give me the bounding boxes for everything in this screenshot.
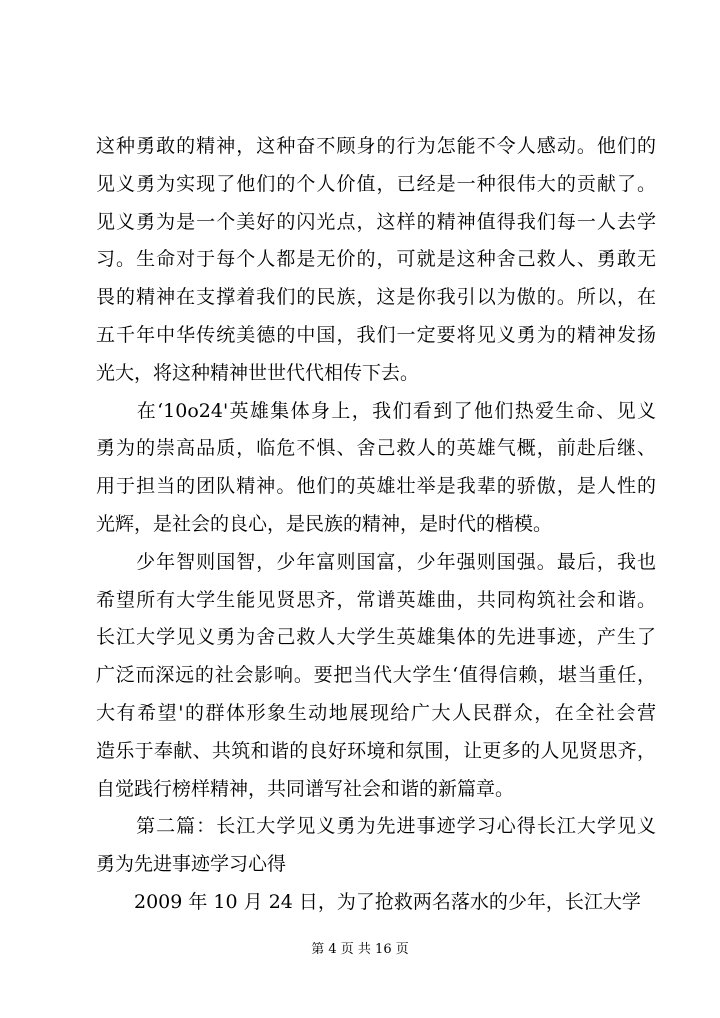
body-text [96, 128, 656, 922]
section-heading-line: 勇为先进事迹学习心得 [96, 853, 287, 876]
text-line: 长江大学见义勇为舍己救人大学生英雄集体的先进事迹，产生了 [96, 626, 656, 649]
text-line: 在‘10o24'英雄集体身上，我们看到了他们热爱生命、见义 [96, 399, 656, 422]
text-line: 广泛而深远的社会影响。要把当代大学生‘值得信赖，堪当重任， [96, 664, 656, 687]
page-footer [0, 938, 720, 957]
text-line: 造乐于奉献、共筑和谐的良好环境和氛围，让更多的人见贤思齐， [96, 739, 656, 762]
text-line: 自觉践行榜样精神，共同谱写社会和谐的新篇章。 [96, 777, 515, 800]
text-line: 勇为的崇高品质，临危不惧、舍己救人的英雄气概，前赴后继、 [96, 437, 656, 460]
text-line: 少年智则国智，少年富则国富，少年强则国强。最后，我也 [96, 550, 656, 573]
section-heading-line: 第二篇：长江大学见义勇为先进事迹学习心得长江大学见义 [96, 815, 656, 838]
text-line: 2009 年 10 月 24 日，为了抢救两名落水的少年，长江大学 [96, 890, 641, 913]
text-line: 这种勇敢的精神，这种奋不顾身的行为怎能不令人感动。他们的 [96, 135, 656, 157]
text-line: 希望所有大学生能见贤思齐，常谱英雄曲，共同构筑社会和谐。 [96, 588, 656, 611]
text-line: 用于担当的团队精神。他们的英雄壮举是我辈的骄傲，是人性的 [96, 475, 656, 498]
text-line: 见义勇为实现了他们的个人价值，已经是一种很伟大的贡献了。 [96, 172, 656, 195]
text-line: 光大，将这种精神世世代代相传下去。 [96, 361, 420, 384]
page-number: 第 4 页 共 16 页 [311, 942, 409, 957]
text-line: 习。生命对于每个人都是无价的，可就是这种舍己救人、勇敢无 [96, 248, 656, 271]
text-line: 光辉，是社会的良心，是民族的精神，是时代的楷模。 [96, 512, 553, 535]
text-line: 畏的精神在支撑着我们的民族，这是你我引以为傲的。所以，在 [96, 286, 656, 309]
text-line: 五千年中华传统美德的中国，我们一定要将见义勇为的精神发扬 [96, 323, 656, 346]
text-line: 大有希望'的群体形象生动地展现给广大人民群众，在全社会营 [96, 701, 656, 724]
text-line: 见义勇为是一个美好的闪光点，这样的精神值得我们每一人去学 [96, 210, 656, 233]
